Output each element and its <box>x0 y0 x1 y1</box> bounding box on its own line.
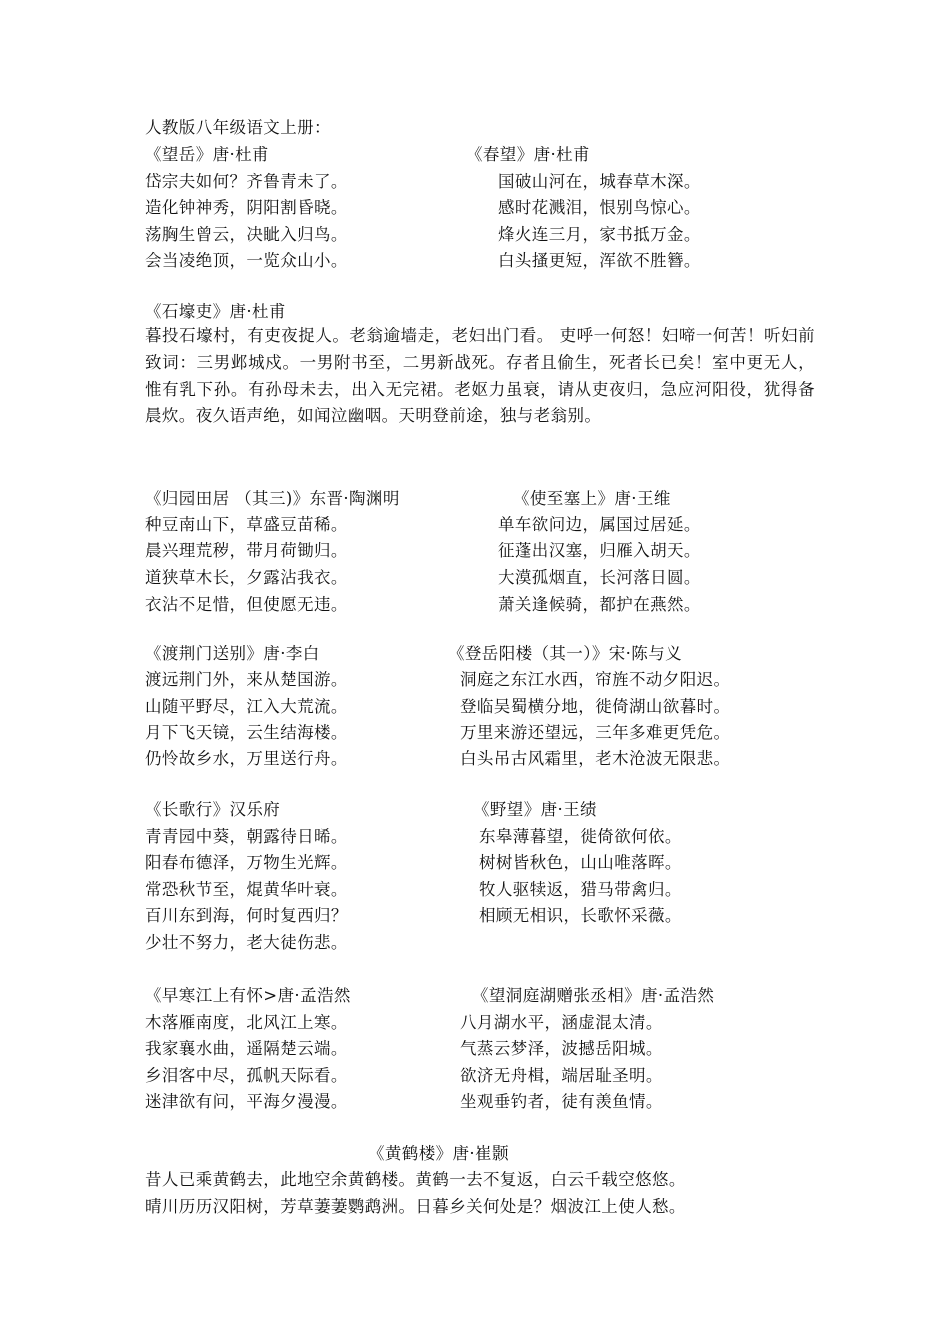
poem-line: 坐观垂钓者，徒有羡鱼情。 <box>460 1092 663 1111</box>
poem-title: 《早寒江上有怀>唐·孟浩然 <box>145 986 351 1005</box>
poem-line: 少壮不努力，老大徒伤悲。 <box>145 933 348 952</box>
poem-line: 百川东到海，何时复西归？ <box>145 906 348 925</box>
poem-title: 《归园田居 （其三)》东晋·陶渊明 <box>145 489 400 508</box>
poem-line: 欲济无舟楫，端居耻圣明。 <box>460 1066 663 1085</box>
poem-line: 白头吊古风霜里，老木沧波无限悲。 <box>460 749 731 768</box>
poem-line: 山随平野尽，江入大荒流。 <box>145 697 348 716</box>
poem-title: 《长歌行》汉乐府 <box>145 800 281 819</box>
poem-title: 《黄鹤楼》唐·崔颢 <box>368 1144 509 1163</box>
poem-line: 昔人已乘黄鹤去，此地空余黄鹤楼。黄鹤一去不复返，白云千载空悠悠。 <box>145 1170 686 1189</box>
poem-line: 道狭草木长，夕露沾我衣。 <box>145 568 348 587</box>
poem-line: 牧人驱犊返，猎马带禽归。 <box>479 880 682 899</box>
poem-line: 感时花溅泪，恨别鸟惊心。 <box>498 198 701 217</box>
poem-line: 常恐秋节至，焜黄华叶衰。 <box>145 880 348 899</box>
poem-title: 《春望》唐·杜甫 <box>466 145 590 164</box>
poem-line: 洞庭之东江水西，帘旌不动夕阳迟。 <box>460 670 731 689</box>
poem-line: 月下飞天镜，云生结海楼。 <box>145 723 348 742</box>
poem-title: 《野望》唐·王绩 <box>473 800 597 819</box>
poem-line: 国破山河在，城春草木深。 <box>498 172 701 191</box>
poem-line: 树树皆秋色，山山唯落晖。 <box>479 853 682 872</box>
poem-line: 万里来游还望远，三年多难更凭危。 <box>460 723 731 742</box>
poem-title: 《使至塞上》唐·王维 <box>513 489 671 508</box>
poem-line: 相顾无相识，长歌怀采薇。 <box>479 906 682 925</box>
poem-line: 晨兴理荒秽，带月荷锄归。 <box>145 541 348 560</box>
poem-line: 我家襄水曲，遥隔楚云端。 <box>145 1039 348 1058</box>
poem-title: 《望岳》唐·杜甫 <box>145 145 269 164</box>
poem-line: 东皋薄暮望，徙倚欲何依。 <box>479 827 682 846</box>
document-header: 人教版八年级语文上册： <box>145 118 331 137</box>
poem-line: 木落雁南度，北风江上寒。 <box>145 1013 348 1032</box>
poem-line: 登临吴蜀横分地，徙倚湖山欲暮时。 <box>460 697 731 716</box>
poem-line: 会当凌绝顶，一览众山小。 <box>145 251 348 270</box>
poem-line: 岱宗夫如何？齐鲁青未了。 <box>145 172 348 191</box>
poem-line: 种豆南山下，草盛豆苗稀。 <box>145 515 348 534</box>
poem-title: 《渡荆门送别》唐·李白 <box>145 644 320 663</box>
poem-title: 《登岳阳楼（其一）》宋·陈与义 <box>448 644 682 663</box>
poem-line: 单车欲问边，属国过居延。 <box>498 515 701 534</box>
poem-line: 征蓬出汉塞，归雁入胡天。 <box>498 541 701 560</box>
poem-line: 乡泪客中尽，孤帆天际看。 <box>145 1066 348 1085</box>
poem-line: 阳春布德泽，万物生光辉。 <box>145 853 348 872</box>
poem-prose: 暮投石壕村，有吏夜捉人。老翁逾墙走，老妇出门看。 吏呼一何怒！妇啼一何苦！听妇前致词：三男邺城戍。一男附书至，二男新战死。存者且偷生，死者长已矣！室中更无人，惟有乳下孙。有孙母未去，出入无完裙。老妪力虽衰，请从吏夜归，急应河阳役，犹得备晨炊。夜久语声绝，如闻泣幽咽。天明登前途，独与老翁别。 <box>145 326 815 426</box>
poem-line: 大漠孤烟直，长河落日圆。 <box>498 568 701 587</box>
poem-line: 白头搔更短，浑欲不胜簪。 <box>498 251 701 270</box>
poem-line: 气蒸云梦泽，波撼岳阳城。 <box>460 1039 663 1058</box>
poem-line: 迷津欲有问，平海夕漫漫。 <box>145 1092 348 1111</box>
poem-line: 萧关逢候骑，都护在燕然。 <box>498 595 701 614</box>
poem-line: 渡远荆门外，来从楚国游。 <box>145 670 348 689</box>
poem-title: 《望洞庭湖赠张丞相》唐·孟浩然 <box>472 986 715 1005</box>
poem-line: 烽火连三月，家书抵万金。 <box>498 225 701 244</box>
poem-line: 青青园中葵，朝露待日晞。 <box>145 827 348 846</box>
poem-line: 荡胸生曾云，决眦入归鸟。 <box>145 225 348 244</box>
poem-line: 造化钟神秀，阴阳割昏晓。 <box>145 198 348 217</box>
poem-title: 《石壕吏》唐·杜甫 <box>145 302 286 321</box>
poem-line: 仍怜故乡水，万里送行舟。 <box>145 749 348 768</box>
poem-line: 晴川历历汉阳树，芳草萋萋鹦鹉洲。日暮乡关何处是？烟波江上使人愁。 <box>145 1197 686 1216</box>
poem-line: 衣沾不足惜，但使愿无违。 <box>145 595 348 614</box>
poem-line: 八月湖水平，涵虚混太清。 <box>460 1013 663 1032</box>
